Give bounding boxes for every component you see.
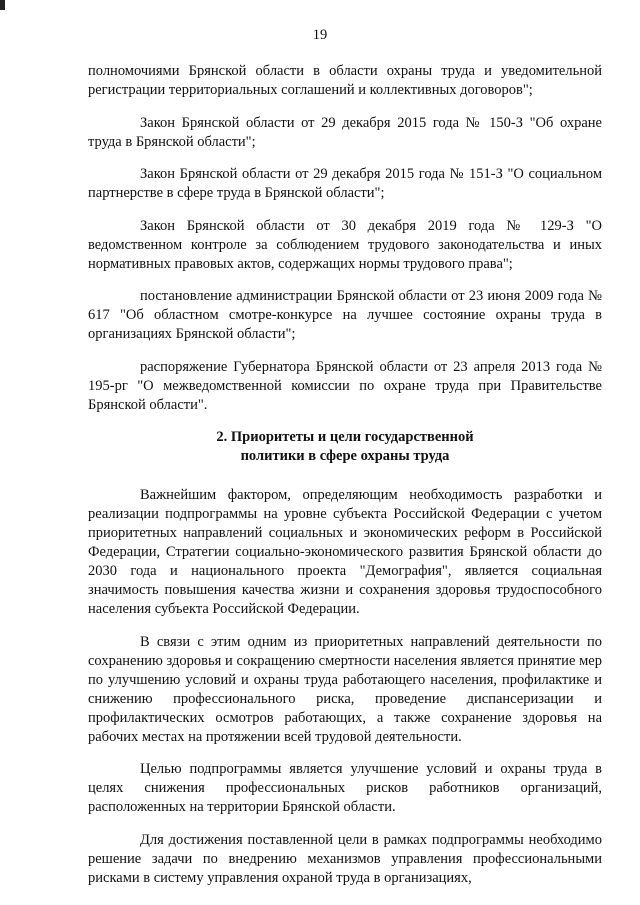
paragraph-law-150: Закон Брянской области от 29 декабря 2015 года № 150-З "Об охране труда в Брянской области"; xyxy=(88,114,602,150)
paragraph-law-129: Закон Брянской области от 30 декабря 2019 года № 129-З "О ведомственном контроле за соблюдением трудового законодательства и иных нормативных правовых актов, содержащих нормы трудового права"; xyxy=(88,217,602,272)
paragraph-powers: полномочиями Брянской области в области охраны труда и уведомительной регистрации территориальных соглашений и коллективных договоров"; xyxy=(88,63,602,98)
section-heading-line-2: политики в сфере охраны труда xyxy=(240,448,450,464)
paragraph-order-195: распоряжение Губернатора Брянской области от 23 апреля 2013 года № 195-рг "О межведомственной комиссии по охране труда при Правительстве Брянской области". xyxy=(88,358,602,413)
paragraph-priority-directions: В связи с этим одним из приоритетных направлений деятельности по сохранению здоровья и сокращению смертности населения является принятие мер по улучшению условий и охраны труда работающего населения, профилактике и снижению профессионального риска, проведение диспансеризации и профилактических осмотров работающих, а также сохранение здоровья на рабочих местах на протяжении всей трудовой деятельности. xyxy=(88,633,602,745)
paragraph-goal: Целью подпрограммы является улучшение условий и охраны труда в целях снижения профессиональных рисков работников организаций, расположенных на территории Брянской области. xyxy=(88,761,602,815)
section-heading xyxy=(88,428,602,466)
paragraph-resolution-617: постановление администрации Брянской области от 23 июня 2009 года № 617 "Об областном смотре-конкурсе на лучшее состояние охраны труда в организациях Брянской области"; xyxy=(88,288,602,342)
paragraph-law-151: Закон Брянской области от 29 декабря 2015 года № 151-З "О социальном партнерстве в сфере труда в Брянской области"; xyxy=(88,166,602,201)
scan-corner-mark xyxy=(0,0,5,10)
document-body xyxy=(88,62,602,901)
paragraph-tasks: Для достижения поставленной цели в рамках подпрограммы необходимо решение задачи по внедрению механизмов управления профессиональными рисками в систему управления охраной труда в организациях, xyxy=(88,831,602,886)
page-number: 19 xyxy=(312,27,328,43)
paragraph-key-factor: Важнейшим фактором, определяющим необходимость разработки и реализации подпрограммы на уровне субъекта Российской Федерации с учетом приоритетных направлений социальных и экономических реформ в Российской Федерации, Стратегии социально-экономического развития Брянской области до 2030 года и национального проекта "Демография", является социальная значимость повышения качества жизни и сохранения здоровья трудоспособного населения субъекта Российской Федерации. xyxy=(88,487,602,617)
section-heading-line-1: 2. Приоритеты и цели государственной xyxy=(216,429,474,445)
